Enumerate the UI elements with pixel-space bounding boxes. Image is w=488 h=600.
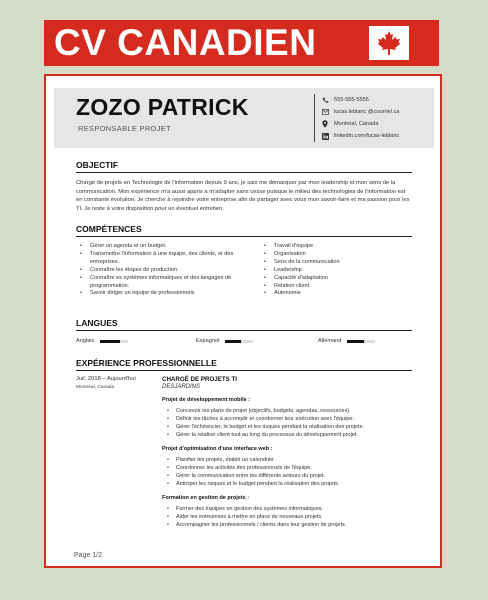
list-item: • Relation client [260,283,400,291]
experience-meta [76,376,156,390]
contact-phone-text: 555-555-5555 [334,97,369,103]
section-objectif [76,160,412,213]
experience-dates: Juil. 2018 – Aujourd'hui [76,376,136,382]
language-level-bar [225,340,253,343]
language-anglais [76,338,128,344]
list-item: • Travail d'équipe [260,243,400,251]
banner-title: CV CANADIEN [54,22,317,63]
project-title: Formation en gestion de projets : [162,495,250,501]
candidate-role: RESPONSABLE PROJET [78,124,171,133]
canada-flag-icon [349,26,429,60]
list-item: • Autonomie [260,290,400,298]
cv-header [54,88,434,148]
page-number: Page 1/2 [74,552,103,559]
project-task-list [162,505,412,529]
list-item: • Savoir diriger un équipe de professionnels [76,290,260,298]
list-item: • Transmettre l'information à une équipe, des clients, et des entreprises. [76,251,260,267]
experience-location: Montréal, Canada [76,385,115,390]
list-item: • Connaître les étapes de production. [76,267,260,275]
list-item: • Connaître es systèmes informatiques et des langages de programmation. [76,275,260,291]
list-item: • Planifier les projets, établir un calendrier. [162,456,412,464]
list-item: • Gérer l'échéancier, le budget et les risques pendant la réalisation des projets. [162,423,412,431]
contact-location-text: Montréal, Canada [334,121,379,127]
section-title-objectif: OBJECTIF [76,160,412,173]
list-item: • Sens de la communication [260,259,400,267]
cv-page [44,74,442,568]
mail-icon [321,109,329,115]
language-label: Allemand [318,338,342,344]
section-title-competences: COMPÉTENCES [76,224,412,237]
skills-column-soft [260,243,400,298]
list-item: • Organisation [260,251,400,259]
language-allemand [318,338,375,344]
project-task-list [162,407,412,439]
list-item: • Coordonner les activités des professionnels de l'équipe. [162,464,412,472]
project-title: Projet d'optimisation d'une interface web : [162,446,273,452]
language-level-bar [347,340,375,343]
list-item: • Accompagner les professionnels / clients dans leur gestion de projets. [162,521,412,529]
contact-block [314,94,399,142]
list-item: • Gérer un agenda et un budget. [76,243,260,251]
language-label: Espagnol [196,338,220,344]
objectif-text: Chargé de projets en Technologie de l'information depuis 9 ans, je sais me démarquer par mon leadership et mon sens de la communication. Mon expérience m'a aussi appris a m'adapter sans cesse puisque le milieu des technologies de l'information est en constante évolution. Je cherche à rejoindre votre entreprise afin de partager avec vous mon savoir-faire et ma passion pour les TI. Je reste à votre disposition pour un éventuel entretien. [76,180,410,212]
language-espagnol [196,338,253,344]
contact-linkedin-text: linkedin.com/lucas-leblanc [334,133,400,139]
language-level-bar [100,340,128,343]
contact-email-text: lucas.leblanc @courriel.ca [334,109,400,115]
contact-linkedin [321,130,399,142]
contact-phone [321,94,399,106]
list-item: • Définir les tâches à accomplir et coordonner leur exécution avec l'équipe. [162,415,412,423]
skills-list [76,243,412,298]
candidate-name: ZOZO PATRICK [76,94,249,120]
contact-email [321,106,399,118]
employer: DESJARDINS [162,384,201,390]
skills-column-hard [76,243,260,298]
section-title-langues: LANGUES [76,318,412,331]
section-title-experience: EXPÉRIENCE PROFESSIONNELLE [76,358,412,371]
list-item: • Gérer la relation client tout au long du processus du développement projet. [162,431,412,439]
list-item: • Gérer la communication entre les différents acteurs du projet. [162,472,412,480]
section-experience [76,358,412,528]
list-item: • Aider les entreprises à mettre en place de nouveaux projets. [162,513,412,521]
list-item: • Anticiper les risques et le budget pendant la réalisation des projets. [162,480,412,488]
contact-location [321,118,399,130]
phone-icon [321,97,329,104]
job-title: CHARGÉ DE PROJETS TI [162,376,237,383]
languages-row [76,336,412,350]
language-label: Anglais [76,338,95,344]
list-item: • Leadership [260,267,400,275]
project-task-list [162,456,412,488]
linkedin-icon [321,133,329,140]
section-competences [76,224,412,298]
project-title: Projet de développement mobile : [162,397,251,403]
list-item: • Capacité d'adaptation [260,275,400,283]
section-langues [76,318,412,350]
list-item: • Concevoir les plans de projet (objectifs, budgets, agendas, ressources). [162,407,412,415]
location-icon [321,120,329,128]
experience-details [162,376,412,529]
list-item: • Former des équipes en gestion des systèmes informatiques. [162,505,412,513]
title-banner [44,20,439,66]
